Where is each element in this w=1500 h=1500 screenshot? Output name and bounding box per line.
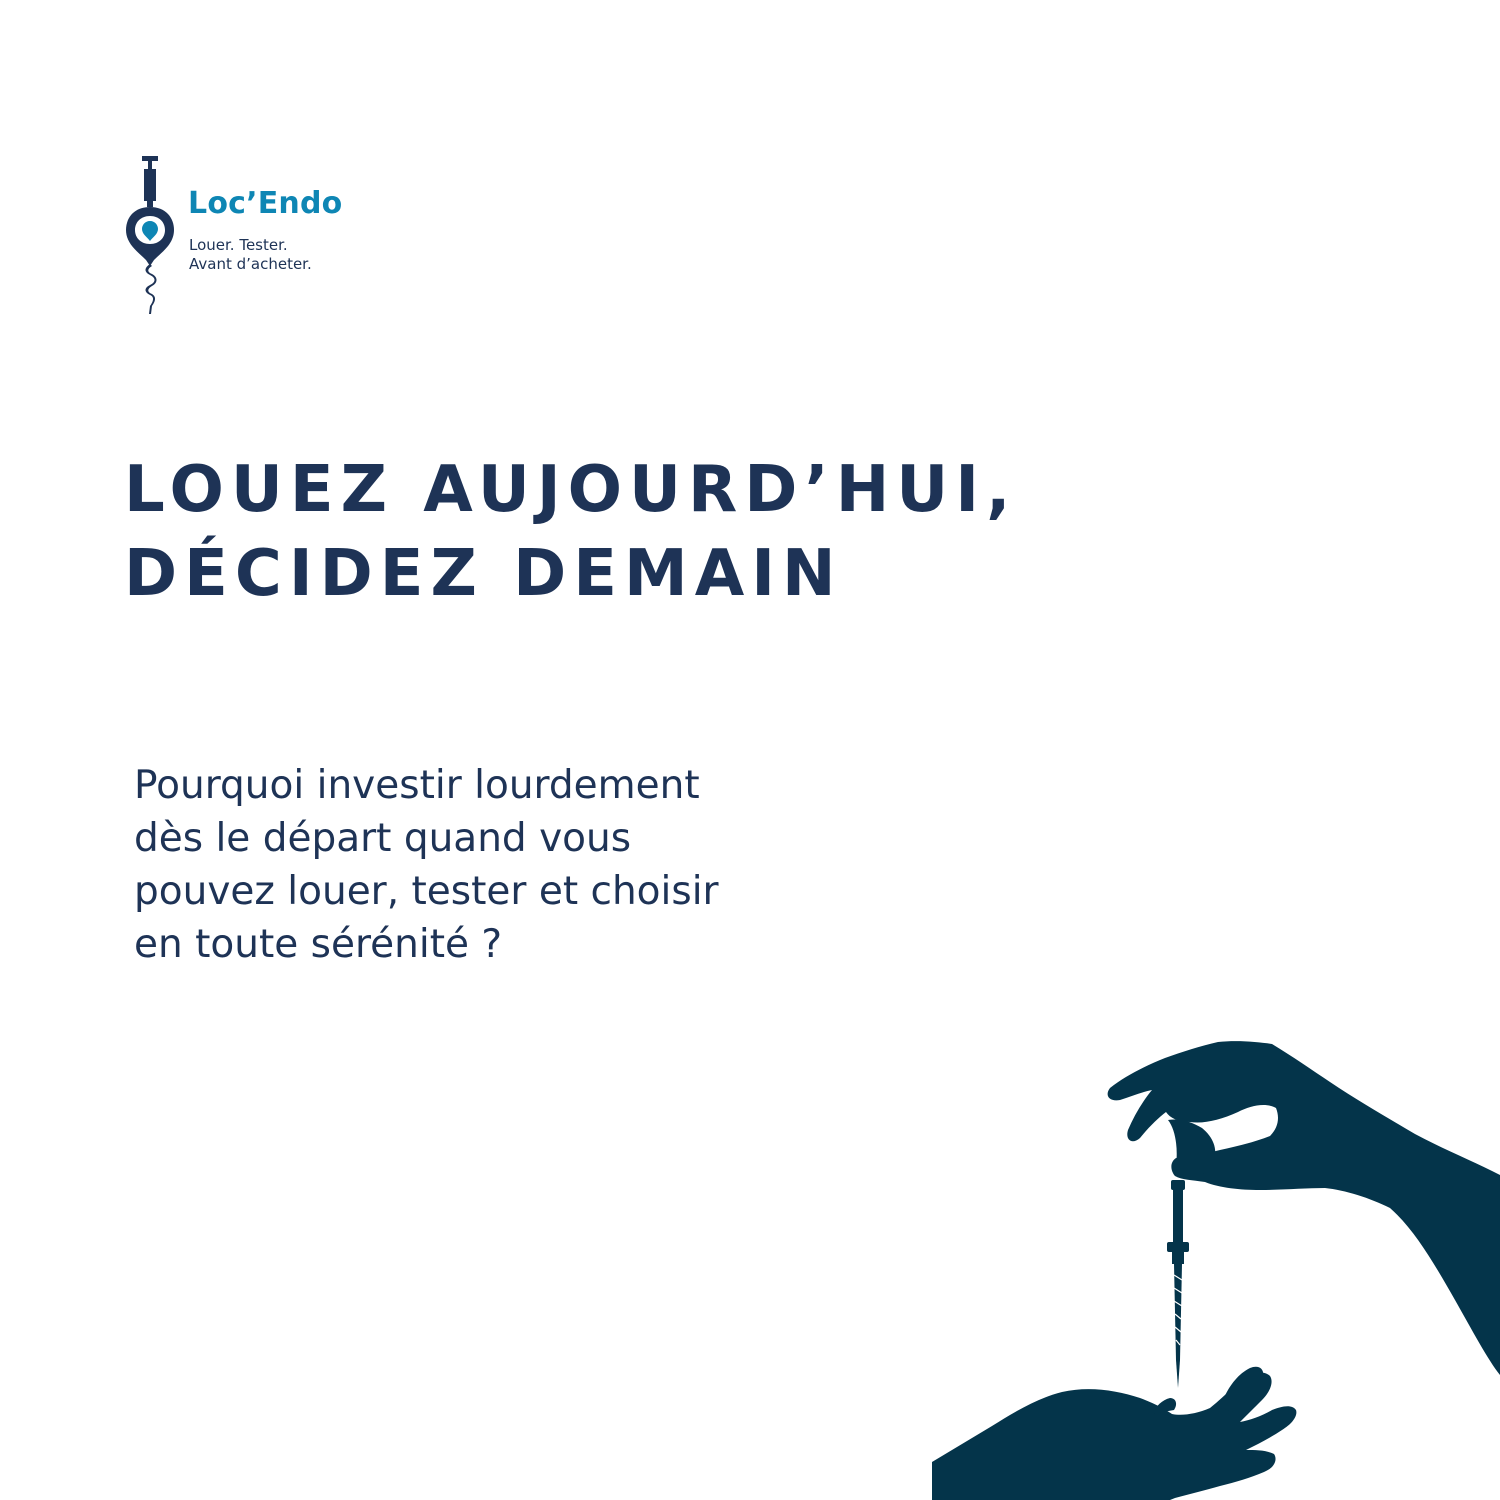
- body-line-1: Pourquoi investir lourdement: [134, 763, 700, 808]
- tagline-line-1: Louer. Tester.: [189, 236, 288, 254]
- body-paragraph: [134, 759, 719, 971]
- headline-line-2: DÉCIDEZ DEMAIN: [124, 537, 843, 611]
- body-line-2: dès le départ quand vous: [134, 816, 632, 861]
- brand-logo: [122, 156, 382, 316]
- endo-file-pin-icon: [122, 156, 178, 314]
- hands-endo-file-illustration: [920, 1030, 1500, 1500]
- tagline-line-2: Avant d’acheter.: [189, 255, 312, 273]
- brand-tagline: [189, 236, 312, 274]
- page-headline: [124, 448, 1017, 616]
- endo-file: [1167, 1180, 1189, 1388]
- body-line-4: en toute sérénité ?: [134, 922, 503, 967]
- headline-line-1: LOUEZ AUJOURD’HUI,: [124, 453, 1018, 527]
- upper-hand-shape: [1108, 1041, 1500, 1375]
- brand-name: Loc’Endo: [188, 186, 343, 221]
- body-line-3: pouvez louer, tester et choisir: [134, 869, 719, 914]
